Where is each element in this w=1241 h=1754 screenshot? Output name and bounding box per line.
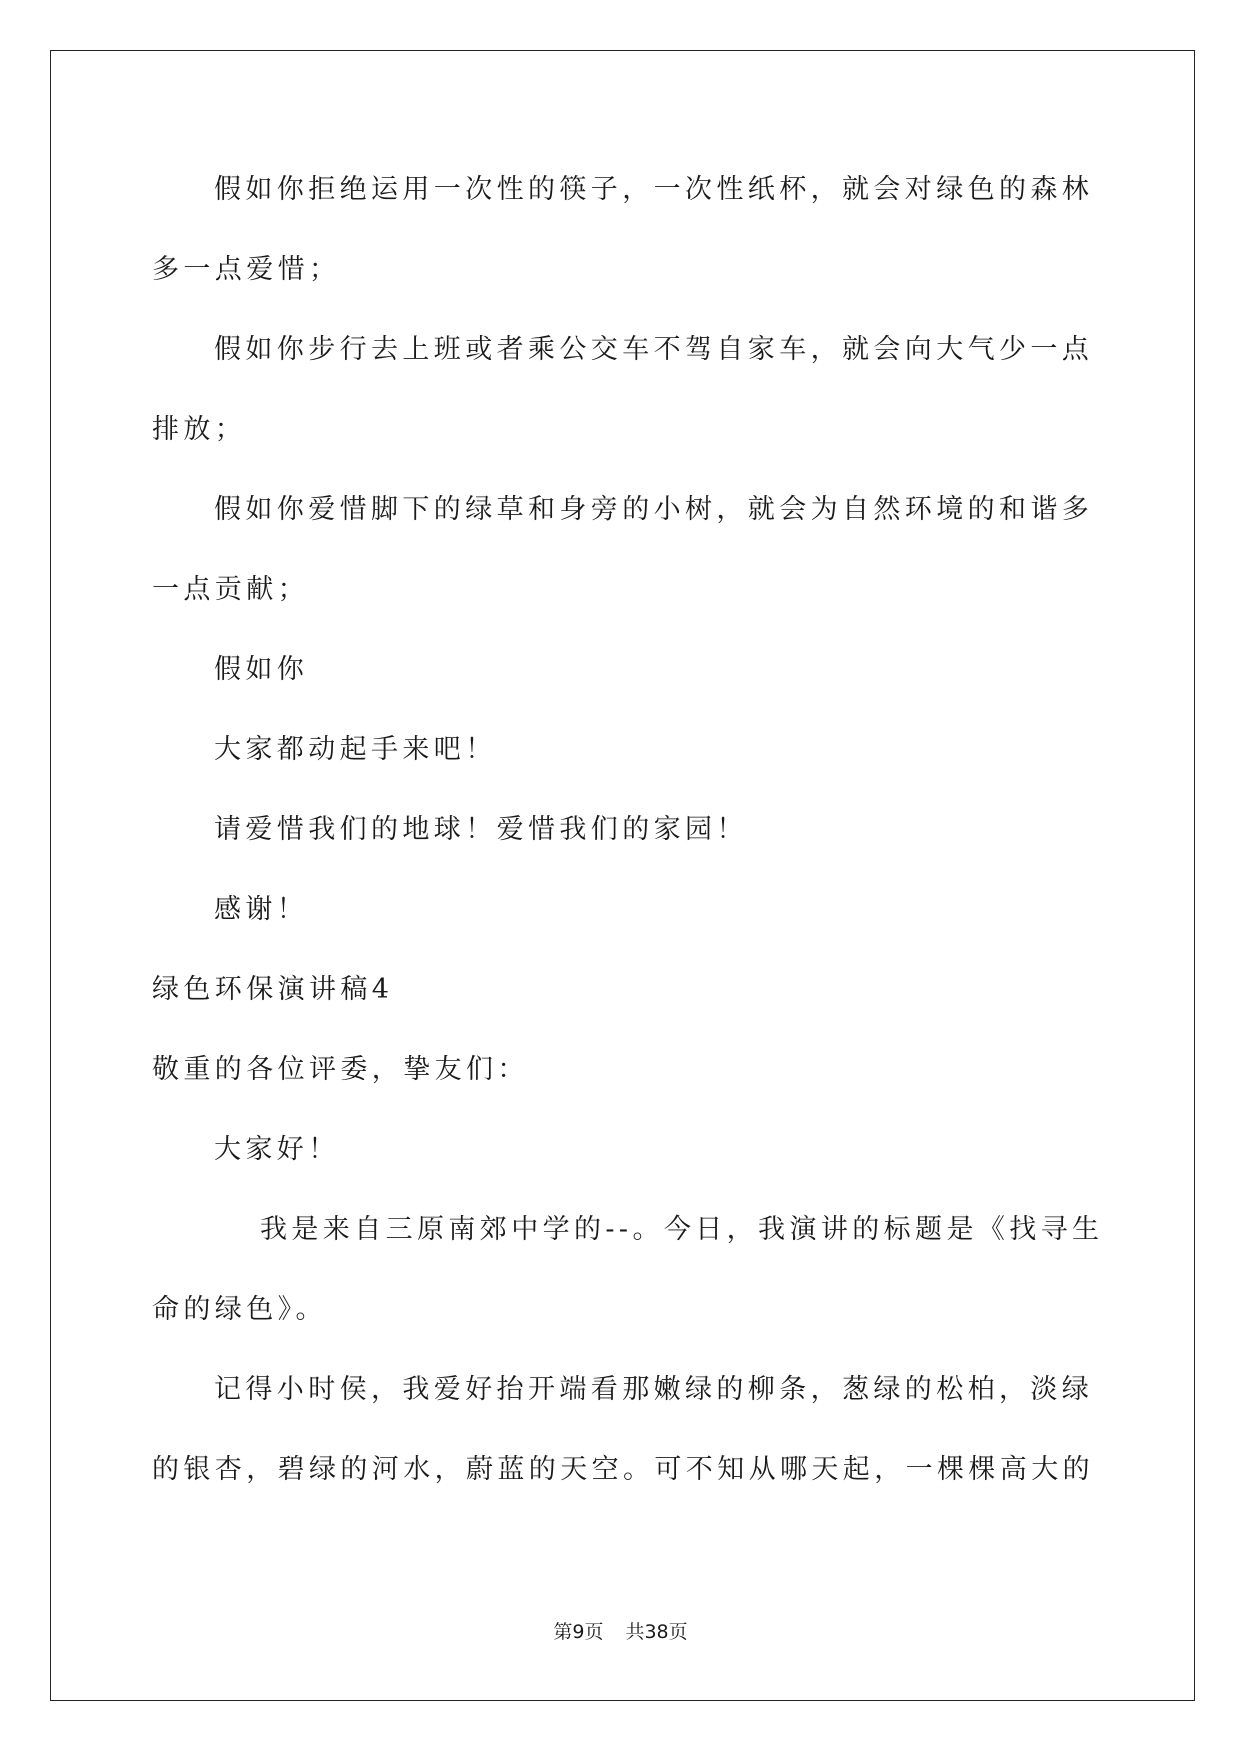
paragraph-line: 多一点爱惜； <box>152 254 341 285</box>
paragraph-line: 大家都动起手来吧！ <box>214 734 497 765</box>
paragraph-line: 一点贡献； <box>152 574 309 605</box>
total-pages: 共38页 <box>625 1621 688 1643</box>
paragraph-line: 我是来自三原南郊中学的--。今日，我演讲的标题是《找寻生 <box>260 1214 1104 1245</box>
paragraph-line: 的银杏，碧绿的河水，蔚蓝的天空。可不知从哪天起，一棵棵高大的 <box>152 1454 1094 1485</box>
current-page-number: 第9页 <box>553 1621 604 1643</box>
page-footer <box>0 1620 1241 1644</box>
paragraph-line: 记得小时侯，我爱好抬开端看那嫩绿的柳条，葱绿的松柏，淡绿 <box>214 1374 1094 1405</box>
paragraph-line: 排放； <box>152 414 247 445</box>
paragraph-line: 假如你步行去上班或者乘公交车不驾自家车，就会向大气少一点 <box>214 334 1094 365</box>
paragraph-line: 命的绿色》。 <box>152 1294 327 1325</box>
paragraph-line: 大家好！ <box>214 1134 340 1165</box>
section-heading: 绿色环保演讲稿4 <box>152 974 394 1005</box>
paragraph-line: 假如你爱惜脚下的绿草和身旁的小树，就会为自然环境的和谐多 <box>214 494 1094 525</box>
salutation: 敬重的各位评委，挚友们： <box>152 1054 529 1085</box>
paragraph-line: 假如你 <box>214 654 309 685</box>
paragraph-line: 请爱惜我们的地球！爱惜我们的家园！ <box>214 814 748 845</box>
paragraph-line: 假如你拒绝运用一次性的筷子，一次性纸杯，就会对绿色的森林 <box>214 174 1094 205</box>
paragraph-line: 感谢！ <box>214 894 309 925</box>
